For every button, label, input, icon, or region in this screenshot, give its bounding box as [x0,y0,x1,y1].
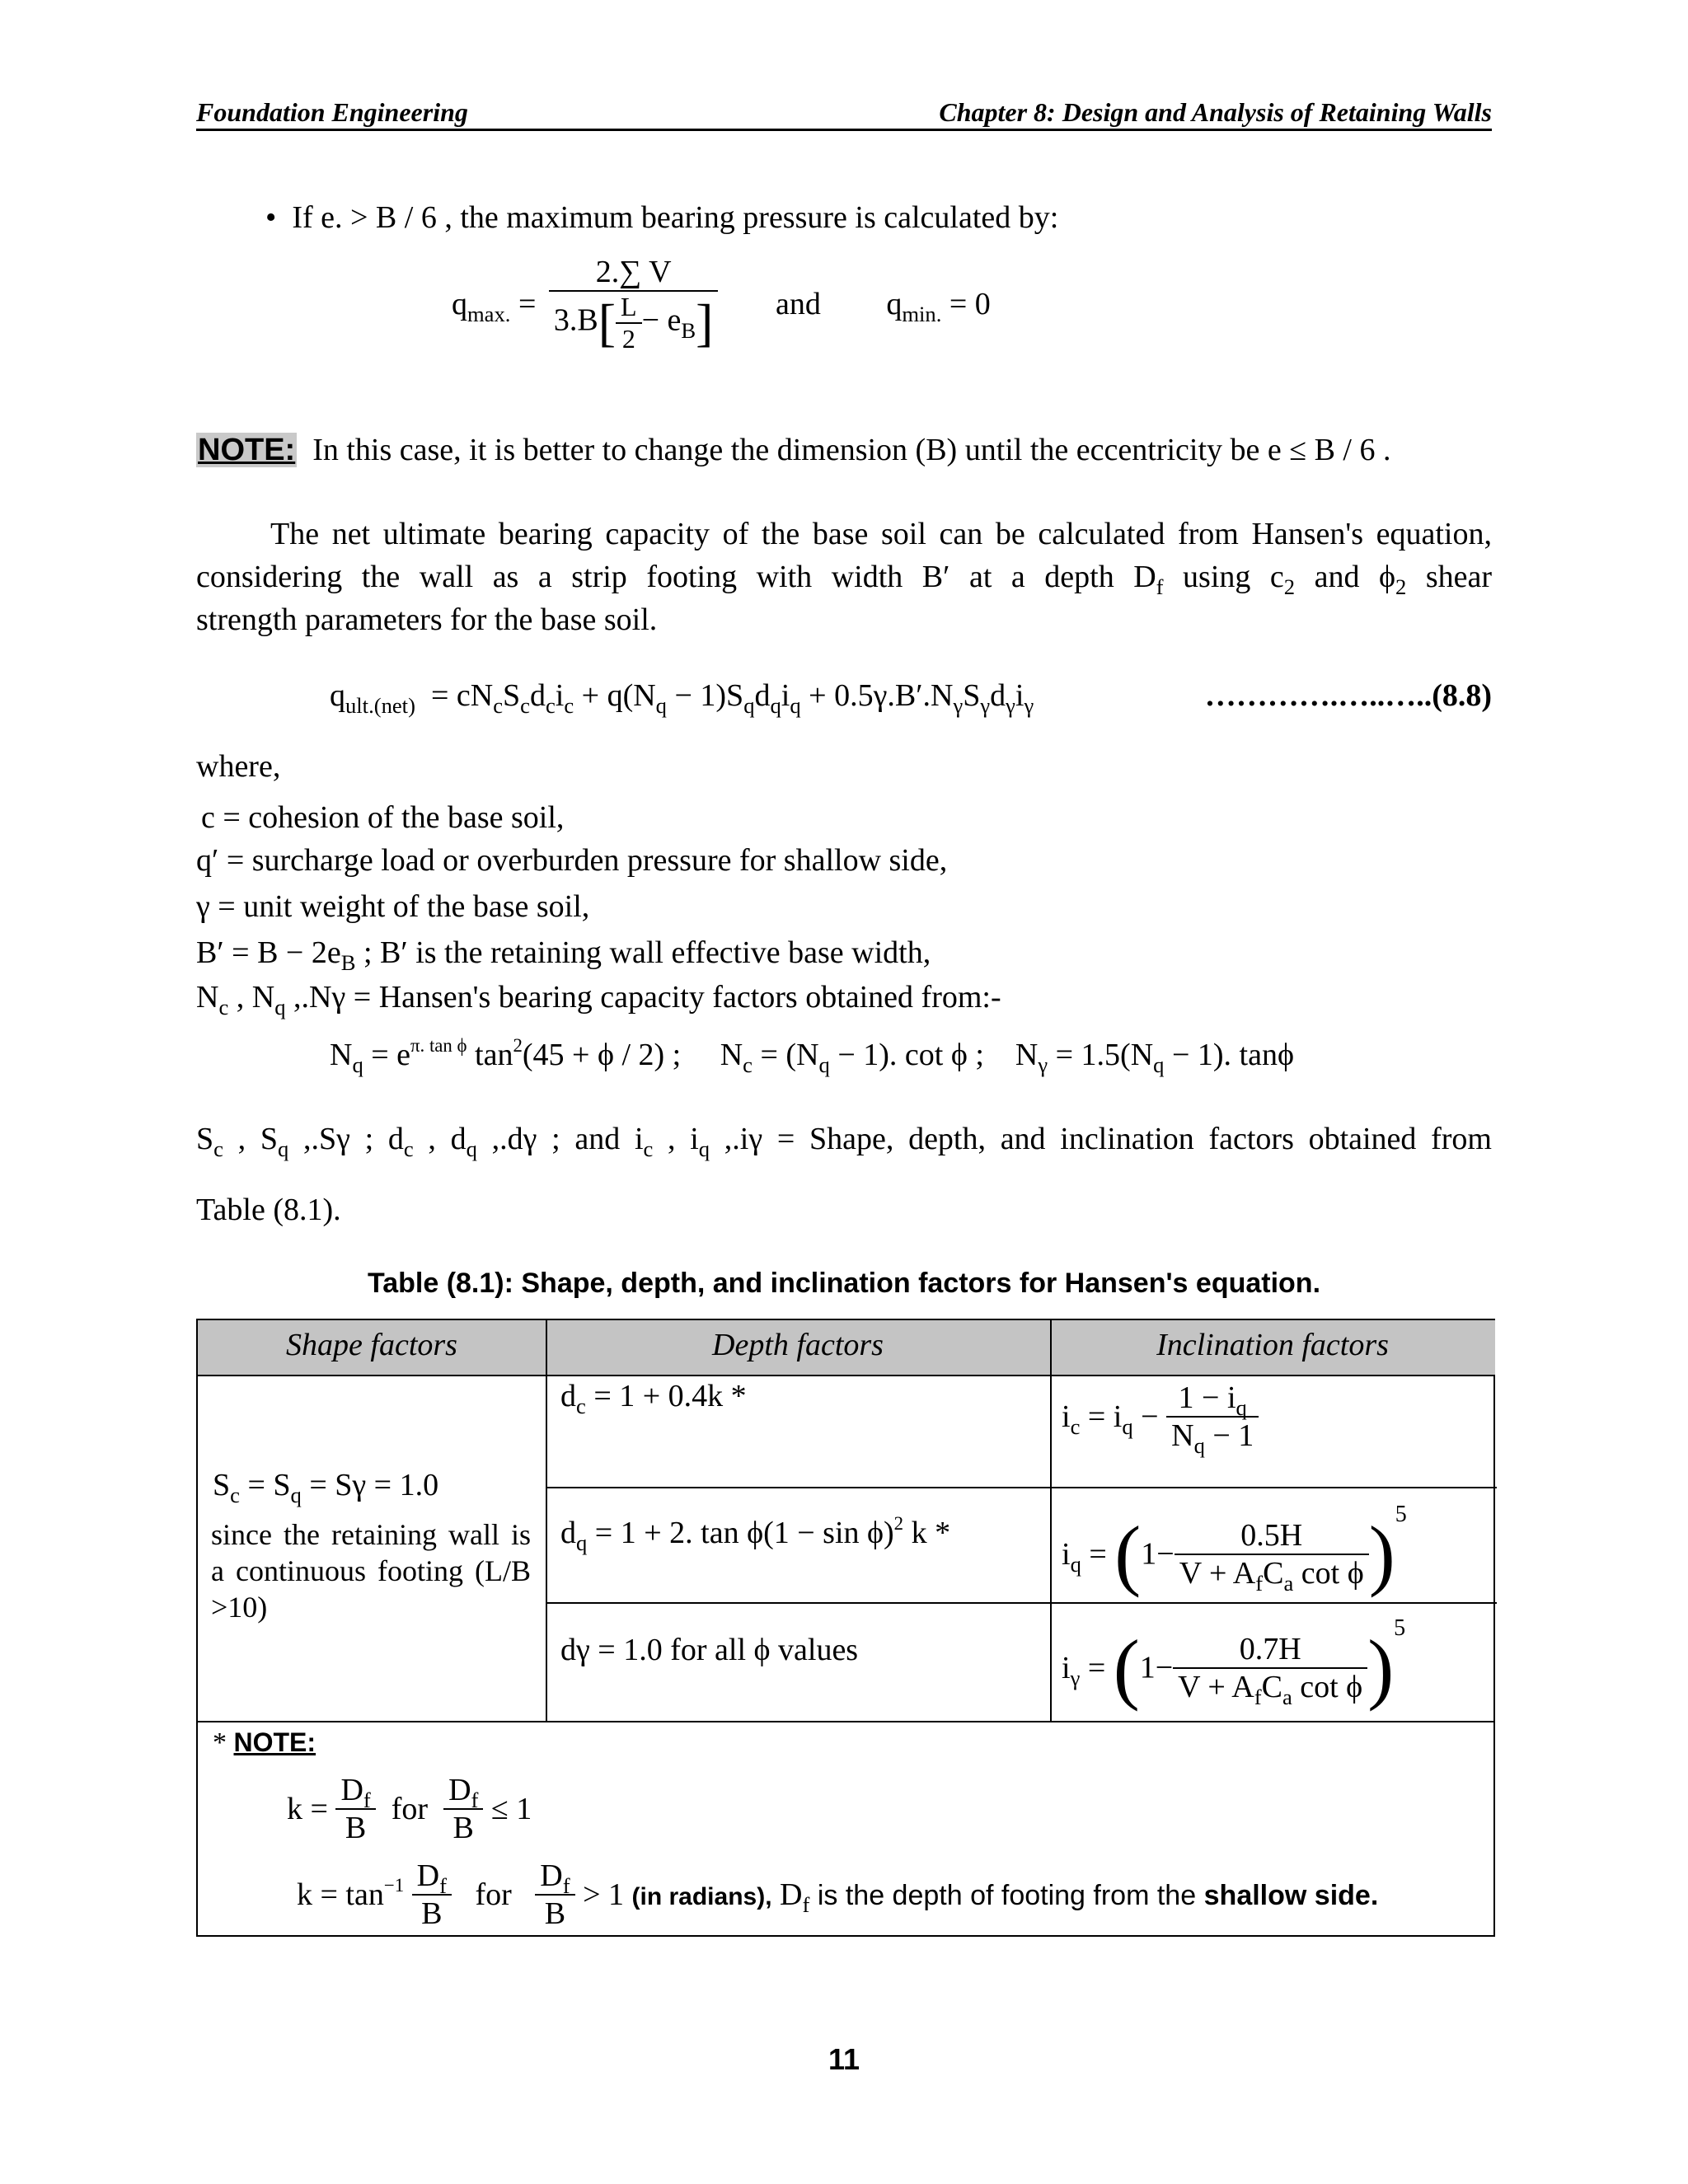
k2-gt1: > 1 [583,1877,624,1912]
qmin-sub: min. [902,302,942,327]
ic-den: N [1171,1418,1194,1453]
qmax-denominator: 3.B[ $\frac{L}{2}$ − $e_B$] [553,292,714,354]
dq-text: = 1 + 2. tan ϕ(1 − sin ϕ) [594,1516,894,1550]
header-right-text: Chapter 8: Design and Analysis of Retaining Walls [939,97,1492,127]
ig-fraction: $\frac{0.7H}{V + A_fC_a \cot \phi}$ [1173,1631,1367,1705]
nc-tail: − 1). cot ϕ ; [829,1038,984,1072]
header-shape: Shape factors [198,1320,546,1376]
k2-cond-fraction: $\frac{D_f}{B}$ [535,1858,574,1932]
iq-den-a: V + A [1179,1555,1256,1591]
in-radians: (in radians), [631,1883,772,1910]
L-num: L [616,292,642,324]
para-line-1: The net ultimate bearing capacity of the base soil can be calculated from Hansen's equation, [270,517,1492,551]
page-number: 11 [828,2042,860,2076]
ic-num: 1 − i [1178,1380,1236,1415]
note-divider [198,1721,1495,1722]
dq-tail: k * [903,1516,951,1550]
eq88-rhs: = $cN_cS_cd_ci_c + q(N_q - 1)S_qd_qi_q + 0.5\gamma.B'.N_\gamma S_\gamma d_\gamma i_\gamma$ [423,678,1034,719]
note-line [196,429,1391,471]
iq-formula: $i_q = (1-$ $\frac{0.5H}{V + A_fC_a \cot \phi}$ )$^5$ [1062,1502,1407,1598]
col-divider-1 [546,1320,547,1721]
bullet-text: If e. > B / 6 , the maximum bearing pressure is calculated by: [292,200,1059,235]
ig-formula: $i_\gamma = (1-$ $\frac{0.7H}{V + A_fC_a \cot \phi}$ )$^5$ [1062,1615,1406,1712]
qmax-label: q [452,287,467,321]
def-bprime-b: ; B′ is the retaining wall effective base width, [355,935,931,970]
qmax-fraction [549,254,719,354]
dg-formula: dγ = 1.0 for all ϕ values [560,1633,859,1667]
eq88-number: ………….…..…..(8.8) [1204,678,1492,713]
bullet-dot: • [265,200,293,235]
k1-cond-fraction: $\frac{D_f}{B}$ [443,1772,483,1846]
row-divider-1 [546,1487,1497,1488]
sdi-and: and [574,1122,621,1156]
def-bprime-a: B′ = B − 2e [196,935,341,970]
ig-num: 0.7H [1173,1631,1367,1669]
k1-fraction: $\frac{D_f}{B}$ [335,1772,375,1846]
def-c: c = cohesion of the base soil, [201,800,565,835]
qmin-label: q [886,287,903,321]
df-text: is the depth of footing from the [817,1880,1197,1911]
def-q: q′ = surcharge load or overburden pressure for shallow side, [196,843,948,878]
header-rule [196,129,1492,131]
note-star: * [213,1727,227,1758]
qmax-numerator: 2.∑ V [549,254,719,292]
qmin [886,286,991,327]
ic-formula: $i_c = i_q$ − $\frac{1 - i_q}{N_q - 1}$ [1062,1380,1259,1454]
header-depth: Depth factors [546,1320,1050,1376]
eq88-lhs: q [330,678,345,713]
ic-fraction: $\frac{1 - i_q}{N_q - 1}$ [1166,1380,1259,1454]
def-n-text: Hansen's bearing capacity factors obtained from:- [378,980,1001,1015]
nq-exponent: π. tan ϕ [410,1035,467,1057]
ig-den-a: V + A [1178,1669,1254,1704]
para-line-2c: and ϕ [1295,560,1396,594]
def-bprime-sub: B [340,950,356,976]
table-caption: Table (8.1): Shape, depth, and inclination factors for Hansen's equation. [367,1268,1321,1299]
para-line-2b: using c [1163,560,1284,594]
qmax-sub: max. [467,302,511,327]
header-left-text: Foundation Engineering [196,97,468,127]
para-line-2 [196,560,1493,600]
denominator-prefix: 3.B [553,302,598,338]
sdi-text: = Shape, depth, and inclination factors obtained from [776,1122,1492,1156]
paragraph [196,513,1492,601]
header-left [196,97,468,128]
nq-tail: (45 + ϕ / 2) ; [522,1038,682,1072]
ig-den-b: C [1261,1669,1282,1704]
para-line-3: strength parameters for the base soil. [196,602,658,637]
shallow-side: shallow side. [1203,1880,1379,1911]
k2-for: for [475,1877,512,1912]
def-gamma: γ = unit weight of the base soil, [196,889,590,924]
qmax-equation: $q_{max.}$ = 2.∑ V 3.B[ $\frac{L}{2}$ − $e_B$] and $q_{min.} = 0$ [452,255,991,354]
k-formula-1 [287,1772,532,1846]
ng-expr: = 1.5(N [1055,1038,1154,1072]
iq-exponent: 5 [1395,1502,1407,1528]
col-divider-2 [1050,1320,1052,1721]
where-label: where, [196,749,281,784]
iq-den-c: cot ϕ [1293,1555,1364,1591]
df-sub: f [1156,574,1164,600]
factors-table [196,1319,1495,1937]
ng-tail: − 1). tanϕ [1164,1038,1294,1072]
sdi-line: $S_c$ , $S_q$ ,.Sγ ; $d_c$ , $d_q$ ,.dγ ; and $i_c$ , $i_q$ ,.iγ = Shape, depth, and inclination factors obtained from [196,1122,1492,1162]
phi2-sub: 2 [1395,574,1407,600]
qmin-value: = 0 [949,287,991,321]
k2-fraction: $\frac{D_f}{B}$ [412,1858,452,1932]
dc-formula: $d_c = 1 + 0.4k$ * [560,1379,747,1419]
k1-for: for [391,1792,429,1826]
para-line-2d: shear [1406,560,1493,594]
k1-le1: ≤ 1 [490,1792,532,1826]
iq-num: 0.5H [1175,1517,1369,1555]
note-tag: NOTE: [198,433,296,467]
k2-text: k = tan [297,1877,384,1912]
shape-equation: $S_c = S_q = S\gamma = 1.0$ [213,1468,439,1508]
dc-text: = 1 + 0.4k * [593,1379,747,1413]
nc-expr: = (N [760,1038,819,1072]
iq-fraction: $\frac{0.5H}{V + A_fC_a \cot \phi}$ [1175,1517,1369,1591]
two-den: 2 [621,324,635,354]
n-factors-equation: $N_q = e^{\pi. tan \phi}$ $\tan^2(45 + \phi / 2)$ ; $N_c = (N_q - 1)$. cot ϕ ; $N_\gamma = 1.5(N_q - 1)$. tanϕ [330,1035,1294,1078]
k-formula-2: $k = \tan^{-1}$ $\frac{D_f}{B}$ for $\frac{D_f}{B}$ > 1 (in radians), $D_f$ is the depth of footing from the shallow side. [297,1858,1379,1931]
row-divider-2 [546,1602,1497,1604]
L-over-2 [616,292,642,354]
eq88-lhs-sub: ult.(net) [345,693,415,719]
dq-formula: $d_q = 1 + 2$. $\tan \phi(1 - \sin \phi)^2$ k * [560,1513,951,1556]
header-inclination: Inclination factors [1050,1320,1495,1376]
note-text: In this case, it is better to change the dimension (B) until the eccentricity be e ≤ B / 6 . [312,433,1391,467]
shape-note: since the retaining wall is a continuous footing (L/B >10) [211,1518,531,1624]
equation-8-8 [330,677,1492,719]
def-bprime [196,931,931,977]
and-word: and [775,287,821,321]
k2-exp: −1 [383,1875,405,1896]
bullet-line [265,196,1058,239]
table-note-tag [213,1727,316,1759]
k1-text: k = [287,1792,328,1826]
para-line-2a: considering the wall as a strip footing with width B′ at a depth D [196,560,1156,594]
def-n: $N_c$ , $N_q$ ,.Nγ = Hansen's bearing capacity factors obtained from:- [196,980,1001,1020]
table-note-label: NOTE: [233,1727,316,1757]
ig-exponent: 5 [1394,1615,1406,1642]
c2-sub: 2 [1283,574,1296,600]
ig-den-c: cot ϕ [1292,1669,1363,1704]
iq-den-b: C [1263,1555,1284,1591]
e-sub: B [681,318,696,344]
header-right [939,97,1492,128]
table-reference: Table (8.1). [196,1193,341,1227]
minus-e: − e [641,302,682,338]
